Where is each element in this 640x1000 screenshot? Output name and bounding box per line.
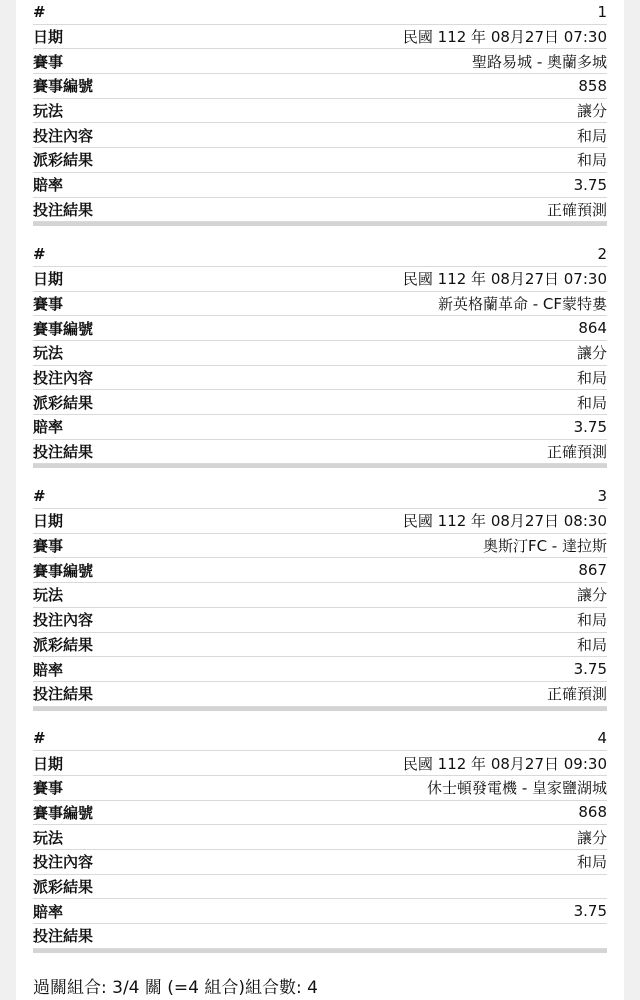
bet-result-row xyxy=(33,682,607,707)
odds-row xyxy=(33,657,607,682)
match-no-label: 賽事編號 xyxy=(33,319,94,338)
match-number-row xyxy=(33,801,607,826)
match-value: 新英格蘭革命 - CF蒙特婁 xyxy=(437,294,607,313)
date-label: 日期 xyxy=(33,270,64,289)
play-type-row xyxy=(33,825,607,850)
play-type-value: 讓分 xyxy=(576,586,607,605)
play-type-row xyxy=(33,341,607,366)
payout-result-value: 和局 xyxy=(576,393,607,412)
bet-result-label: 投注結果 xyxy=(33,200,94,219)
bet-leg-card xyxy=(33,484,607,710)
selection-label: 投注內容 xyxy=(33,368,94,387)
odds-value: 3.75 xyxy=(573,417,607,436)
odds-row xyxy=(33,173,607,198)
play-type-label: 玩法 xyxy=(33,344,64,363)
match-row xyxy=(33,49,607,74)
selection-value: 和局 xyxy=(576,853,607,872)
bet-result-row xyxy=(33,924,607,949)
play-type-row xyxy=(33,583,607,608)
play-type-value: 讓分 xyxy=(576,102,607,121)
odds-row xyxy=(33,899,607,924)
date-row xyxy=(33,267,607,292)
payout-result-row xyxy=(33,148,607,173)
bet-spacer xyxy=(33,468,607,484)
match-no-value: 868 xyxy=(578,803,607,822)
play-type-label: 玩法 xyxy=(33,828,64,847)
match-number-row xyxy=(33,316,607,341)
match-no-value: 864 xyxy=(578,319,607,338)
date-row xyxy=(33,509,607,534)
match-no-label: 賽事編號 xyxy=(33,803,94,822)
date-value: 民國 112 年 08月27日 09:30 xyxy=(402,754,607,773)
selection-value: 和局 xyxy=(576,368,607,387)
selection-label: 投注內容 xyxy=(33,126,94,145)
payout-result-row xyxy=(33,633,607,658)
bet-leg-card xyxy=(33,0,607,226)
play-type-label: 玩法 xyxy=(33,586,64,605)
index-value: 2 xyxy=(597,245,607,264)
selection-value: 和局 xyxy=(576,611,607,630)
play-type-value: 讓分 xyxy=(576,828,607,847)
payout-result-label: 派彩結果 xyxy=(33,878,94,897)
selection-row xyxy=(33,123,607,148)
date-label: 日期 xyxy=(33,512,64,531)
bet-result-value: 正確預測 xyxy=(546,443,607,462)
index-label: # xyxy=(33,487,46,506)
date-value: 民國 112 年 08月27日 07:30 xyxy=(402,28,607,47)
odds-label: 賠率 xyxy=(33,660,64,679)
odds-value: 3.75 xyxy=(573,902,607,921)
odds-value: 3.75 xyxy=(573,175,607,194)
parlay-summary: 過關組合: 3/4 關 (=4 組合)組合數: 4 xyxy=(33,977,318,998)
selection-label: 投注內容 xyxy=(33,611,94,630)
match-value: 聖路易城 - 奧蘭多城 xyxy=(472,52,607,71)
play-type-row xyxy=(33,99,607,124)
selection-label: 投注內容 xyxy=(33,853,94,872)
match-no-label: 賽事編號 xyxy=(33,561,94,580)
bet-result-row xyxy=(33,440,607,465)
match-label: 賽事 xyxy=(33,537,64,556)
bet-result-row xyxy=(33,198,607,223)
payout-result-label: 派彩結果 xyxy=(33,393,94,412)
payout-result-value: 和局 xyxy=(576,151,607,170)
date-value: 民國 112 年 08月27日 07:30 xyxy=(402,270,607,289)
match-number-row xyxy=(33,74,607,99)
match-no-value: 867 xyxy=(578,561,607,580)
selection-row xyxy=(33,850,607,875)
payout-result-label: 派彩結果 xyxy=(33,635,94,654)
match-row xyxy=(33,292,607,317)
leg-number-row xyxy=(33,0,607,25)
leg-number-row xyxy=(33,484,607,509)
date-row xyxy=(33,751,607,776)
match-row xyxy=(33,534,607,559)
payout-result-value: 和局 xyxy=(576,635,607,654)
date-label: 日期 xyxy=(33,754,64,773)
odds-row xyxy=(33,415,607,440)
odds-label: 賠率 xyxy=(33,902,64,921)
play-type-value: 讓分 xyxy=(576,344,607,363)
selection-row xyxy=(33,608,607,633)
date-label: 日期 xyxy=(33,28,64,47)
bet-details-page xyxy=(16,0,624,1000)
bet-list xyxy=(16,0,624,953)
date-row xyxy=(33,25,607,50)
selection-row xyxy=(33,366,607,391)
odds-label: 賠率 xyxy=(33,176,64,195)
bet-result-label: 投注結果 xyxy=(33,927,94,946)
match-value: 奧斯汀FC - 達拉斯 xyxy=(482,537,607,556)
odds-label: 賠率 xyxy=(33,418,64,437)
bet-leg-card xyxy=(33,242,607,468)
bet-result-label: 投注結果 xyxy=(33,685,94,704)
match-label: 賽事 xyxy=(33,294,64,313)
play-type-label: 玩法 xyxy=(33,102,64,121)
odds-value: 3.75 xyxy=(573,660,607,679)
match-label: 賽事 xyxy=(33,779,64,798)
index-label: # xyxy=(33,729,46,748)
index-value: 1 xyxy=(597,2,607,21)
match-row xyxy=(33,776,607,801)
payout-result-row xyxy=(33,875,607,900)
bet-leg-card xyxy=(33,727,607,953)
bet-spacer xyxy=(33,226,607,242)
index-value: 3 xyxy=(597,487,607,506)
match-number-row xyxy=(33,558,607,583)
match-value: 休士頓發電機 - 皇家鹽湖城 xyxy=(427,779,607,798)
payout-result-row xyxy=(33,390,607,415)
date-value: 民國 112 年 08月27日 08:30 xyxy=(402,512,607,531)
bet-spacer xyxy=(33,711,607,727)
selection-value: 和局 xyxy=(576,126,607,145)
leg-number-row xyxy=(33,727,607,752)
index-label: # xyxy=(33,2,46,21)
match-no-label: 賽事編號 xyxy=(33,77,94,96)
index-label: # xyxy=(33,245,46,264)
leg-number-row xyxy=(33,242,607,267)
bet-result-value: 正確預測 xyxy=(546,685,607,704)
bet-result-value: 正確預測 xyxy=(546,200,607,219)
index-value: 4 xyxy=(597,729,607,748)
bet-result-label: 投注結果 xyxy=(33,443,94,462)
match-label: 賽事 xyxy=(33,52,64,71)
match-no-value: 858 xyxy=(578,76,607,95)
payout-result-label: 派彩結果 xyxy=(33,151,94,170)
